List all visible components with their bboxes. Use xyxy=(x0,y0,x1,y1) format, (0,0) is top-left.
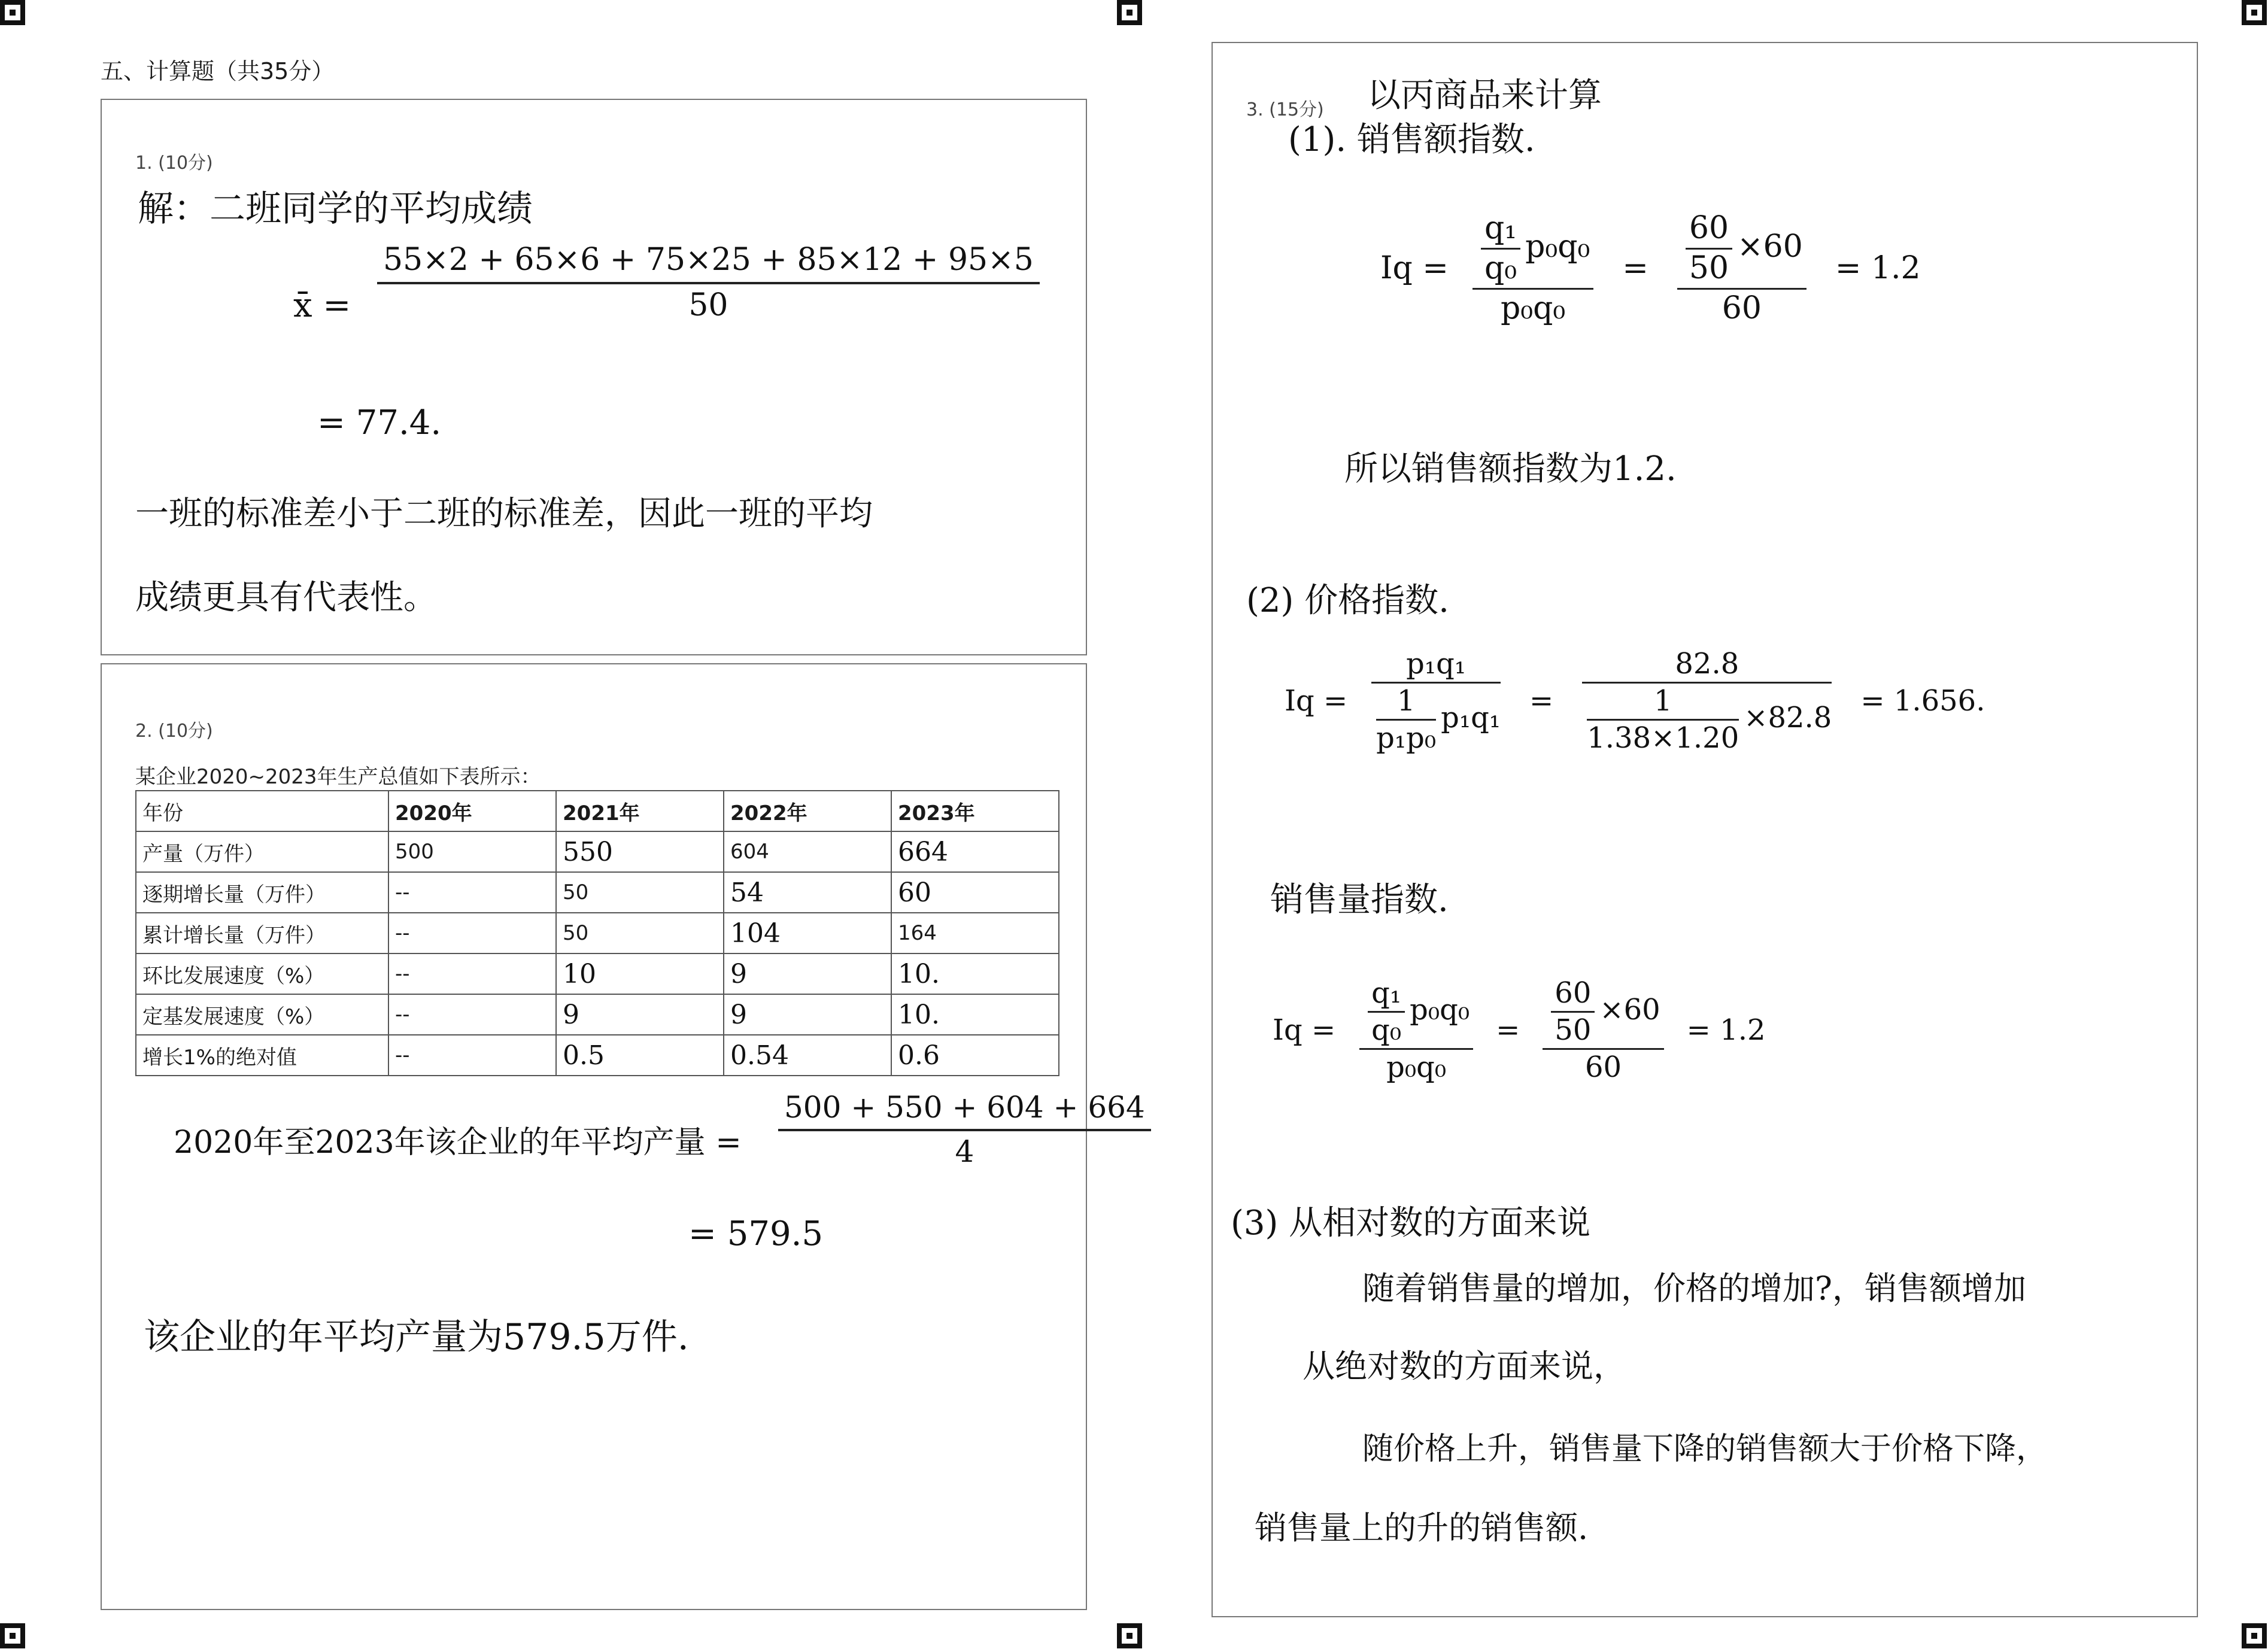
formula-inner-denominator: 1.38×1.20 xyxy=(1587,721,1739,755)
q3-part3-line4: 销售量上的升的销售额. xyxy=(1255,1509,1589,1547)
q2-conclusion: 该企业的年平均产量为579.5万件. xyxy=(144,1316,689,1358)
q1-mean-fraction xyxy=(377,242,1040,324)
table-cell: 0.6 xyxy=(891,1035,1059,1076)
table-cell: 550 xyxy=(556,831,724,872)
formula-denominator xyxy=(1582,684,1832,755)
formula-lhs: Iq = xyxy=(1285,684,1348,718)
table-cell: 增长1%的绝对值 xyxy=(136,1035,388,1076)
formula-inner-denominator: 50 xyxy=(1554,1013,1592,1047)
q3-part1-label: (1). 销售额指数. xyxy=(1288,120,1535,159)
formula-inner-numerator: 60 xyxy=(1551,977,1595,1013)
formula-numerator xyxy=(1472,211,1593,290)
table-cell: -- xyxy=(388,913,556,953)
q3-part2b-formula xyxy=(1273,977,1765,1085)
formula-inner-fraction xyxy=(1376,685,1436,755)
q1-xbar: x̄ = xyxy=(293,286,351,325)
formula-numerator xyxy=(1543,977,1663,1050)
table-cell: 54 xyxy=(724,872,891,913)
q2-average-numerator: 500 + 550 + 604 + 664 xyxy=(778,1091,1151,1131)
production-table xyxy=(135,790,1059,1076)
q1-intro: 解：二班同学的平均成绩 xyxy=(138,188,533,230)
formula-fraction xyxy=(1677,211,1806,326)
q3-part1-conclusion: 所以销售额指数为1.2. xyxy=(1344,450,1677,488)
formula-numerator: p₁q₁ xyxy=(1371,648,1501,684)
formula-term: ×82.8 xyxy=(1744,701,1832,735)
formula-inner-fraction xyxy=(1551,977,1595,1047)
formula-result: = 1.656. xyxy=(1860,684,1985,718)
q1-conclusion-line1: 一班的标准差小于二班的标准差，因此一班的平均 xyxy=(135,494,873,533)
table-header-row xyxy=(136,791,1059,831)
formula-inner-numerator: 60 xyxy=(1686,211,1732,250)
registration-mark-top-left xyxy=(0,0,25,25)
formula-term: p₁q₁ xyxy=(1441,701,1501,735)
table-cell: 0.54 xyxy=(724,1035,891,1076)
equals-sign: = xyxy=(1496,1013,1520,1047)
formula-inner-numerator: 1 xyxy=(1376,685,1436,721)
table-row xyxy=(136,872,1059,913)
formula-fraction xyxy=(1371,648,1501,755)
table-cell: 9 xyxy=(724,994,891,1035)
q1-conclusion-line2: 成绩更具有代表性。 xyxy=(135,578,437,617)
table-cell: 50 xyxy=(556,872,724,913)
formula-result: = 1.2 xyxy=(1835,250,1921,286)
table-cell: 定基发展速度（%） xyxy=(136,994,388,1035)
formula-numerator xyxy=(1359,977,1473,1050)
table-cell: 10. xyxy=(891,994,1059,1035)
table-cell: 164 xyxy=(891,913,1059,953)
registration-mark-bottom-left xyxy=(0,1623,25,1648)
table-row xyxy=(136,913,1059,953)
table-cell: 664 xyxy=(891,831,1059,872)
table-header-cell: 2020年 xyxy=(388,791,556,831)
formula-fraction xyxy=(1359,977,1473,1085)
equals-sign: = xyxy=(1622,250,1648,286)
q3-part2b-label: 销售量指数. xyxy=(1270,880,1449,919)
table-cell: -- xyxy=(388,953,556,994)
formula-denominator xyxy=(1371,684,1501,755)
table-cell: 逐期增长量（万件） xyxy=(136,872,388,913)
formula-inner-fraction xyxy=(1587,685,1739,755)
answer-box-q2 xyxy=(101,663,1145,1610)
q2-average-result: = 579.5 xyxy=(688,1214,824,1253)
q3-part3-line3: 随价格上升，销售量下降的销售额大于价格下降， xyxy=(1362,1431,2048,1467)
q1-result: = 77.4. xyxy=(317,403,442,442)
equals-sign: = xyxy=(1529,684,1554,718)
formula-inner-denominator: q₀ xyxy=(1371,1013,1402,1047)
table-header-cell: 2021年 xyxy=(556,791,724,831)
table-cell: 9 xyxy=(724,953,891,994)
table-cell: 10 xyxy=(556,953,724,994)
formula-inner-numerator: q₁ xyxy=(1368,977,1405,1013)
question-number: 2. (10分) xyxy=(135,721,213,742)
formula-lhs: Iq = xyxy=(1380,250,1449,286)
q3-part2-formula xyxy=(1285,648,1985,755)
table-cell: 500 xyxy=(388,831,556,872)
q3-part1-formula xyxy=(1380,211,1921,326)
formula-term: ×60 xyxy=(1599,993,1660,1027)
registration-mark-bottom-right xyxy=(2242,1623,2267,1648)
table-cell: 10. xyxy=(891,953,1059,994)
table-cell: 9 xyxy=(556,994,724,1035)
formula-inner-numerator: 1 xyxy=(1587,685,1739,721)
q3-part2-label: (2) 价格指数. xyxy=(1246,581,1449,620)
formula-denominator: 60 xyxy=(1584,1050,1622,1085)
formula-inner-denominator: p₁p₀ xyxy=(1376,721,1437,755)
q2-intro: 某企业2020~2023年生产总值如下表所示： xyxy=(135,765,541,789)
formula-fraction xyxy=(1582,648,1832,755)
formula-denominator: p₀q₀ xyxy=(1501,290,1566,326)
formula-term: p₀q₀ xyxy=(1525,228,1590,265)
question-number: 3. (15分) xyxy=(1246,99,1324,120)
table-row xyxy=(136,953,1059,994)
table-cell: 0.5 xyxy=(556,1035,724,1076)
table-cell: 累计增长量（万件） xyxy=(136,913,388,953)
formula-inner-fraction xyxy=(1368,977,1405,1047)
q1-denominator: 50 xyxy=(688,287,728,323)
section-title: 五、计算题（共35分） xyxy=(101,58,335,84)
formula-fraction xyxy=(1543,977,1663,1085)
q3-title: 以丙商品来计算 xyxy=(1367,76,1602,115)
table-cell: 604 xyxy=(724,831,891,872)
formula-denominator: p₀q₀ xyxy=(1386,1050,1447,1085)
formula-inner-fraction xyxy=(1481,211,1520,287)
table-cell: -- xyxy=(388,872,556,913)
table-row xyxy=(136,831,1059,872)
formula-inner-denominator: 50 xyxy=(1689,250,1729,286)
registration-mark-top-right xyxy=(2242,0,2267,25)
formula-inner-numerator: q₁ xyxy=(1481,211,1520,250)
formula-lhs: Iq = xyxy=(1273,1013,1336,1047)
q2-average-label: 2020年至2023年该企业的年平均产量 = xyxy=(174,1125,742,1161)
table-cell: 104 xyxy=(724,913,891,953)
formula-inner-denominator: q₀ xyxy=(1484,250,1517,286)
formula-inner-fraction xyxy=(1686,211,1732,287)
q3-part3-line1: 随着销售量的增加，价格的增加?，销售额增加 xyxy=(1362,1270,2026,1307)
q2-average-denominator: 4 xyxy=(955,1134,974,1169)
q2-average-fraction xyxy=(778,1091,1151,1169)
table-cell: 产量（万件） xyxy=(136,831,388,872)
registration-mark-bottom-center xyxy=(1117,1623,1142,1648)
table-cell: 环比发展速度（%） xyxy=(136,953,388,994)
table-header-cell: 年份 xyxy=(136,791,388,831)
formula-fraction xyxy=(1472,211,1593,326)
answer-box-q3 xyxy=(1212,42,2198,1617)
table-cell: -- xyxy=(388,994,556,1035)
table-row xyxy=(136,1035,1059,1076)
registration-mark-top-center xyxy=(1117,0,1142,25)
formula-numerator: 82.8 xyxy=(1582,648,1832,684)
table-cell: 60 xyxy=(891,872,1059,913)
question-number: 1. (10分) xyxy=(135,153,213,174)
table-header-cell: 2022年 xyxy=(724,791,891,831)
table-row xyxy=(136,994,1059,1035)
formula-term: ×60 xyxy=(1737,228,1803,265)
formula-numerator xyxy=(1677,211,1806,290)
table-header-cell: 2023年 xyxy=(891,791,1059,831)
table-cell: -- xyxy=(388,1035,556,1076)
formula-term: p₀q₀ xyxy=(1410,993,1470,1027)
q3-part3-line2: 从绝对数的方面来说， xyxy=(1302,1347,1626,1385)
q1-numerator: 55×2 + 65×6 + 75×25 + 85×12 + 95×5 xyxy=(377,242,1040,284)
formula-result: = 1.2 xyxy=(1686,1013,1766,1047)
formula-denominator: 60 xyxy=(1722,290,1762,326)
answer-box-q1 xyxy=(101,99,1087,655)
q3-part3-label: (3) 从相对数的方面来说 xyxy=(1231,1204,1591,1243)
table-cell: 50 xyxy=(556,913,724,953)
